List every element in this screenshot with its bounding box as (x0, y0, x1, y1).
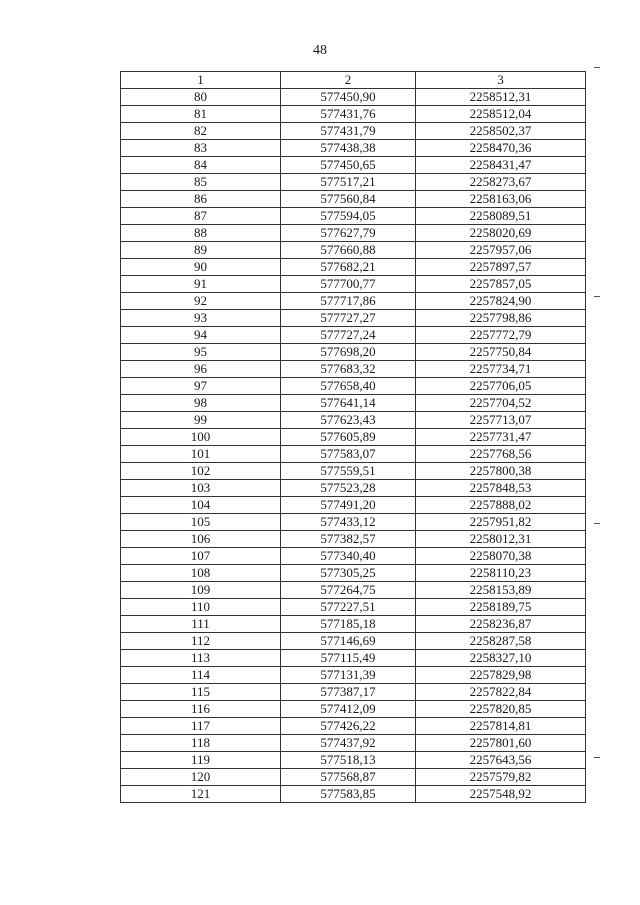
column-header-2: 2 (281, 72, 416, 89)
y-coordinate-cell: 2258020,69 (416, 225, 586, 242)
table-row (121, 616, 586, 633)
y-coordinate-cell: 2257734,71 (416, 361, 586, 378)
x-coordinate-cell: 577340,40 (281, 548, 416, 565)
x-coordinate-cell: 577431,76 (281, 106, 416, 123)
table-row (121, 259, 586, 276)
table-body (121, 89, 586, 803)
point-number-cell: 84 (121, 157, 281, 174)
x-coordinate-cell: 577131,39 (281, 667, 416, 684)
point-number-cell: 96 (121, 361, 281, 378)
y-coordinate-cell: 2258512,04 (416, 106, 586, 123)
point-number-cell: 112 (121, 633, 281, 650)
table-row (121, 769, 586, 786)
x-coordinate-cell: 577658,40 (281, 378, 416, 395)
column-header-3: 3 (416, 72, 586, 89)
y-coordinate-cell: 2258189,75 (416, 599, 586, 616)
y-coordinate-cell: 2257957,06 (416, 242, 586, 259)
y-coordinate-cell: 2257548,92 (416, 786, 586, 803)
table-row (121, 225, 586, 242)
y-coordinate-cell: 2257951,82 (416, 514, 586, 531)
table-row (121, 293, 586, 310)
point-number-cell: 110 (121, 599, 281, 616)
y-coordinate-cell: 2258163,06 (416, 191, 586, 208)
x-coordinate-cell: 577594,05 (281, 208, 416, 225)
point-number-cell: 103 (121, 480, 281, 497)
table-row (121, 735, 586, 752)
scan-mark (594, 296, 600, 297)
point-number-cell: 83 (121, 140, 281, 157)
table-row (121, 633, 586, 650)
x-coordinate-cell: 577517,21 (281, 174, 416, 191)
y-coordinate-cell: 2258273,67 (416, 174, 586, 191)
table-row (121, 497, 586, 514)
x-coordinate-cell: 577387,17 (281, 684, 416, 701)
x-coordinate-cell: 577437,92 (281, 735, 416, 752)
point-number-cell: 91 (121, 276, 281, 293)
point-number-cell: 99 (121, 412, 281, 429)
point-number-cell: 90 (121, 259, 281, 276)
y-coordinate-cell: 2257750,84 (416, 344, 586, 361)
y-coordinate-cell: 2258470,36 (416, 140, 586, 157)
y-coordinate-cell: 2257801,60 (416, 735, 586, 752)
x-coordinate-cell: 577700,77 (281, 276, 416, 293)
x-coordinate-cell: 577727,27 (281, 310, 416, 327)
scan-mark (594, 757, 600, 758)
y-coordinate-cell: 2258012,31 (416, 531, 586, 548)
y-coordinate-cell: 2257857,05 (416, 276, 586, 293)
y-coordinate-cell: 2257713,07 (416, 412, 586, 429)
point-number-cell: 95 (121, 344, 281, 361)
x-coordinate-cell: 577433,12 (281, 514, 416, 531)
table-row (121, 514, 586, 531)
table-row (121, 752, 586, 769)
point-number-cell: 116 (121, 701, 281, 718)
y-coordinate-cell: 2257731,47 (416, 429, 586, 446)
table-row (121, 174, 586, 191)
x-coordinate-cell: 577605,89 (281, 429, 416, 446)
point-number-cell: 92 (121, 293, 281, 310)
point-number-cell: 118 (121, 735, 281, 752)
y-coordinate-cell: 2257706,05 (416, 378, 586, 395)
x-coordinate-cell: 577450,90 (281, 89, 416, 106)
x-coordinate-cell: 577382,57 (281, 531, 416, 548)
x-coordinate-cell: 577583,07 (281, 446, 416, 463)
point-number-cell: 89 (121, 242, 281, 259)
y-coordinate-cell: 2258153,89 (416, 582, 586, 599)
point-number-cell: 120 (121, 769, 281, 786)
y-coordinate-cell: 2257848,53 (416, 480, 586, 497)
table-row (121, 667, 586, 684)
y-coordinate-cell: 2258327,10 (416, 650, 586, 667)
table-header (121, 72, 586, 89)
point-number-cell: 105 (121, 514, 281, 531)
y-coordinate-cell: 2258287,58 (416, 633, 586, 650)
point-number-cell: 113 (121, 650, 281, 667)
x-coordinate-cell: 577682,21 (281, 259, 416, 276)
point-number-cell: 111 (121, 616, 281, 633)
y-coordinate-cell: 2257822,84 (416, 684, 586, 701)
table-row (121, 140, 586, 157)
point-number-cell: 85 (121, 174, 281, 191)
y-coordinate-cell: 2257579,82 (416, 769, 586, 786)
page-number: 48 (313, 43, 327, 58)
table-row (121, 157, 586, 174)
x-coordinate-cell: 577412,09 (281, 701, 416, 718)
table-row (121, 276, 586, 293)
x-coordinate-cell: 577660,88 (281, 242, 416, 259)
y-coordinate-cell: 2258070,38 (416, 548, 586, 565)
x-coordinate-cell: 577560,84 (281, 191, 416, 208)
y-coordinate-cell: 2257768,56 (416, 446, 586, 463)
table-row (121, 701, 586, 718)
table-row (121, 480, 586, 497)
y-coordinate-cell: 2257704,52 (416, 395, 586, 412)
point-number-cell: 119 (121, 752, 281, 769)
table-row (121, 378, 586, 395)
table-row (121, 429, 586, 446)
table-row (121, 327, 586, 344)
x-coordinate-cell: 577264,75 (281, 582, 416, 599)
table-row (121, 531, 586, 548)
table-row (121, 412, 586, 429)
point-number-cell: 109 (121, 582, 281, 599)
table-row (121, 718, 586, 735)
point-number-cell: 104 (121, 497, 281, 514)
point-number-cell: 115 (121, 684, 281, 701)
y-coordinate-cell: 2257829,98 (416, 667, 586, 684)
x-coordinate-cell: 577698,20 (281, 344, 416, 361)
point-number-cell: 101 (121, 446, 281, 463)
y-coordinate-cell: 2257888,02 (416, 497, 586, 514)
y-coordinate-cell: 2258502,37 (416, 123, 586, 140)
x-coordinate-cell: 577450,65 (281, 157, 416, 174)
table-row (121, 599, 586, 616)
x-coordinate-cell: 577583,85 (281, 786, 416, 803)
x-coordinate-cell: 577185,18 (281, 616, 416, 633)
x-coordinate-cell: 577431,79 (281, 123, 416, 140)
y-coordinate-cell: 2258236,87 (416, 616, 586, 633)
point-number-cell: 114 (121, 667, 281, 684)
point-number-cell: 117 (121, 718, 281, 735)
point-number-cell: 107 (121, 548, 281, 565)
table-row (121, 684, 586, 701)
x-coordinate-cell: 577491,20 (281, 497, 416, 514)
table-row (121, 344, 586, 361)
table-row (121, 786, 586, 803)
y-coordinate-cell: 2257824,90 (416, 293, 586, 310)
table-row (121, 310, 586, 327)
coordinates-table (120, 71, 586, 803)
x-coordinate-cell: 577523,28 (281, 480, 416, 497)
point-number-cell: 102 (121, 463, 281, 480)
point-number-cell: 86 (121, 191, 281, 208)
x-coordinate-cell: 577568,87 (281, 769, 416, 786)
y-coordinate-cell: 2257897,57 (416, 259, 586, 276)
x-coordinate-cell: 577426,22 (281, 718, 416, 735)
x-coordinate-cell: 577438,38 (281, 140, 416, 157)
x-coordinate-cell: 577146,69 (281, 633, 416, 650)
x-coordinate-cell: 577683,32 (281, 361, 416, 378)
point-number-cell: 100 (121, 429, 281, 446)
table-row (121, 565, 586, 582)
scan-mark (594, 523, 600, 524)
point-number-cell: 97 (121, 378, 281, 395)
point-number-cell: 93 (121, 310, 281, 327)
y-coordinate-cell: 2258110,23 (416, 565, 586, 582)
table-row (121, 463, 586, 480)
table-row (121, 242, 586, 259)
y-coordinate-cell: 2257800,38 (416, 463, 586, 480)
point-number-cell: 81 (121, 106, 281, 123)
x-coordinate-cell: 577623,43 (281, 412, 416, 429)
x-coordinate-cell: 577518,13 (281, 752, 416, 769)
x-coordinate-cell: 577559,51 (281, 463, 416, 480)
column-header-1: 1 (121, 72, 281, 89)
table-row (121, 89, 586, 106)
point-number-cell: 87 (121, 208, 281, 225)
x-coordinate-cell: 577727,24 (281, 327, 416, 344)
table-row (121, 446, 586, 463)
point-number-cell: 121 (121, 786, 281, 803)
x-coordinate-cell: 577627,79 (281, 225, 416, 242)
y-coordinate-cell: 2257772,79 (416, 327, 586, 344)
scan-mark (594, 67, 600, 68)
table-row (121, 191, 586, 208)
table-row (121, 582, 586, 599)
point-number-cell: 82 (121, 123, 281, 140)
y-coordinate-cell: 2258089,51 (416, 208, 586, 225)
point-number-cell: 98 (121, 395, 281, 412)
table-row (121, 548, 586, 565)
y-coordinate-cell: 2258512,31 (416, 89, 586, 106)
point-number-cell: 80 (121, 89, 281, 106)
point-number-cell: 88 (121, 225, 281, 242)
x-coordinate-cell: 577641,14 (281, 395, 416, 412)
table-row (121, 208, 586, 225)
x-coordinate-cell: 577227,51 (281, 599, 416, 616)
point-number-cell: 94 (121, 327, 281, 344)
table-row (121, 650, 586, 667)
y-coordinate-cell: 2257798,86 (416, 310, 586, 327)
table-row (121, 395, 586, 412)
y-coordinate-cell: 2258431,47 (416, 157, 586, 174)
y-coordinate-cell: 2257643,56 (416, 752, 586, 769)
table-row (121, 106, 586, 123)
x-coordinate-cell: 577115,49 (281, 650, 416, 667)
table-row (121, 123, 586, 140)
point-number-cell: 108 (121, 565, 281, 582)
x-coordinate-cell: 577717,86 (281, 293, 416, 310)
y-coordinate-cell: 2257820,85 (416, 701, 586, 718)
x-coordinate-cell: 577305,25 (281, 565, 416, 582)
point-number-cell: 106 (121, 531, 281, 548)
table-row (121, 361, 586, 378)
y-coordinate-cell: 2257814,81 (416, 718, 586, 735)
header-row (121, 72, 586, 89)
